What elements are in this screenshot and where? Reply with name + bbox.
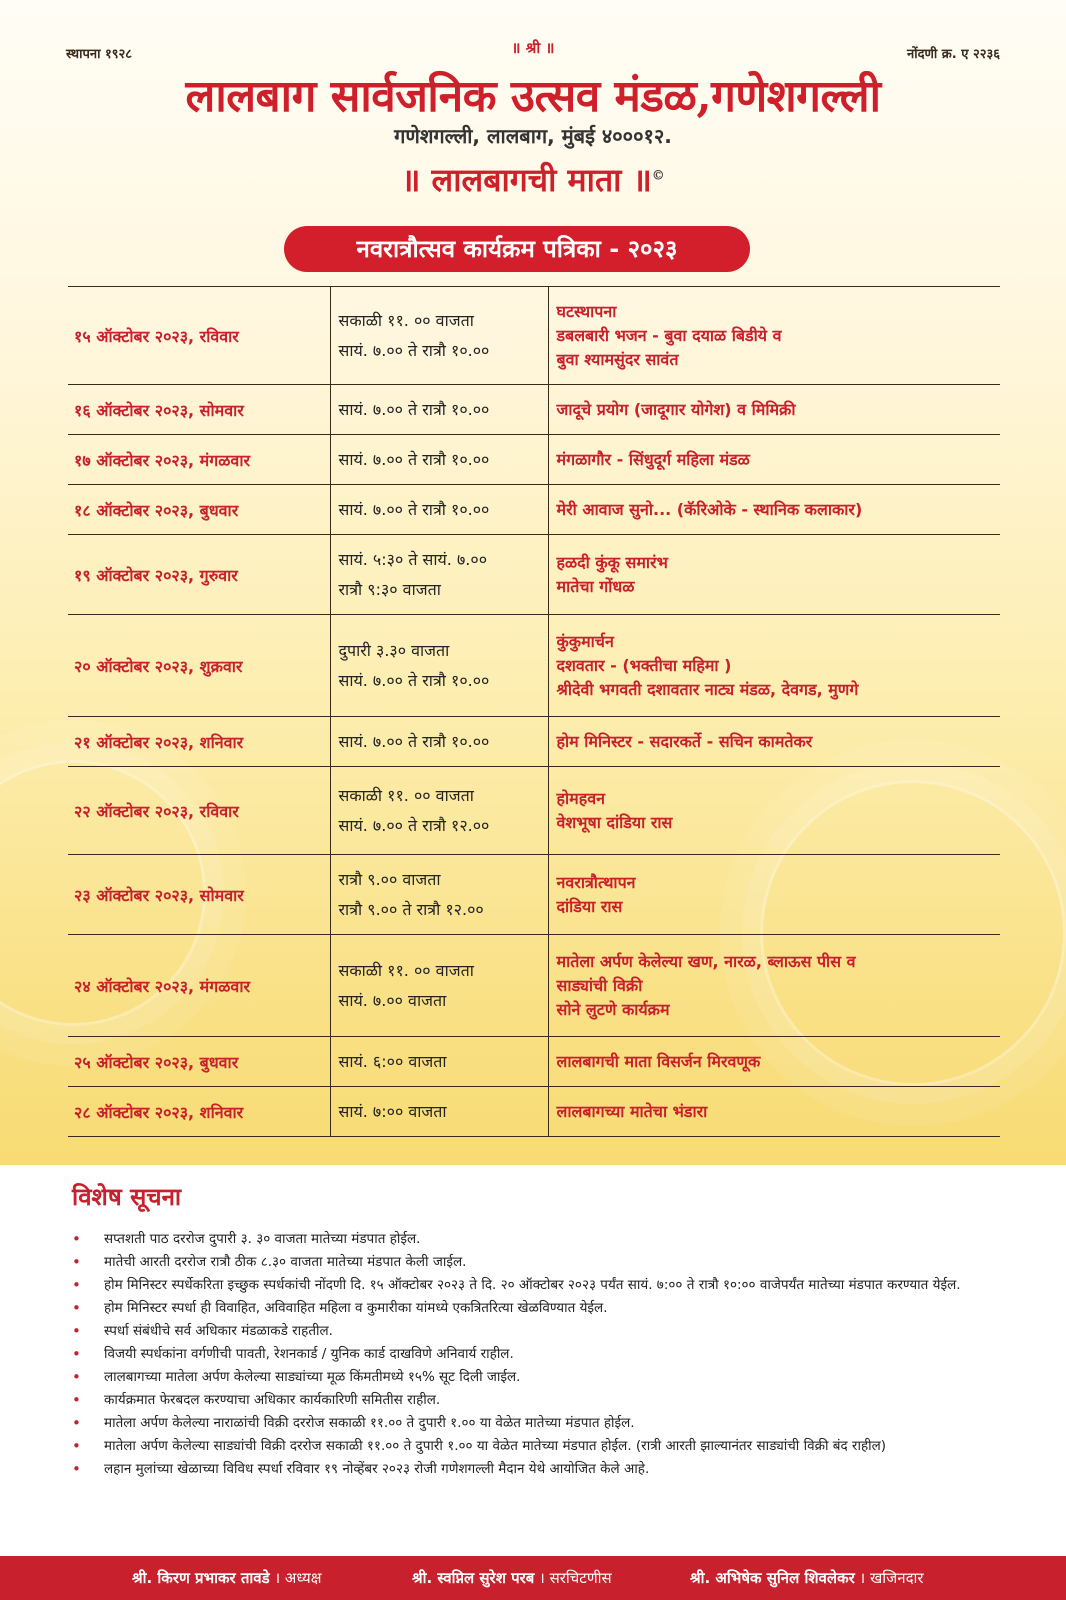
bullet-icon: • bbox=[72, 1345, 81, 1363]
schedule-time: रात्रौ ९.०० वाजता bbox=[338, 869, 441, 889]
schedule-time: सायं. ७.०० ते रात्रौ १०.०० bbox=[338, 340, 490, 360]
schedule-event: मेरी आवाज सुनो... (कॅरिओके - स्थानिक कलाकार) bbox=[556, 499, 863, 519]
office-bearer bbox=[412, 1556, 612, 1600]
schedule-times bbox=[330, 767, 548, 855]
office-bearer bbox=[132, 1556, 321, 1600]
schedule-event: श्रीदेवी भगवती दशावतार नाट्य मंडळ, देवगड, मुणगे bbox=[556, 679, 859, 699]
schedule-date: २४ ऑक्टोबर २०२३, मंगळवार bbox=[68, 935, 330, 1037]
note-text: विजयी स्पर्धकांना वर्गणीची पावती, रेशनकार्ड / युनिक कार्ड दाखविणे अनिवार्य राहील. bbox=[104, 1346, 514, 1362]
schedule-event: होमहवन bbox=[556, 788, 605, 808]
schedule-event: दांडिया रास bbox=[556, 896, 623, 916]
registration-number: नोंदणी क्र. ए २२३६ bbox=[907, 47, 1000, 62]
note-text: मातेला अर्पण केलेल्या नाराळांची विक्री दररोज सकाळी ११.०० ते दुपारी १.०० या वेळेत मातेच्या मंडपात होईल. bbox=[104, 1415, 635, 1431]
schedule-events bbox=[548, 485, 1000, 535]
schedule-time: रात्रौ ९.०० ते रात्रौ १२.०० bbox=[338, 899, 484, 919]
office-bearer-role: । खजिनदार bbox=[859, 1569, 924, 1587]
note-item bbox=[72, 1276, 992, 1295]
schedule-event: मातेचा गोंधळ bbox=[556, 576, 635, 596]
schedule-events bbox=[548, 287, 1000, 385]
note-item bbox=[72, 1299, 992, 1318]
note-text: मातेची आरती दररोज रात्रौ ठीक ८.३० वाजता मातेच्या मंडपात केली जाईल. bbox=[104, 1254, 467, 1270]
schedule-time: सायं. ७:०० वाजता bbox=[338, 1101, 447, 1121]
note-item bbox=[72, 1230, 992, 1249]
schedule-time: सकाळी ११. ०० वाजता bbox=[338, 310, 474, 330]
note-text: सप्तशती पाठ दररोज दुपारी ३. ३० वाजता मातेच्या मंडपात होईल. bbox=[104, 1231, 421, 1247]
schedule-event: घटस्थापना bbox=[556, 301, 617, 321]
note-text: होम मिनिस्टर स्पर्धेकरिता इच्छुक स्पर्धकांची नोंदणी दि. १५ ऑक्टोबर २०२३ ते दि. २० ऑक्टोबर २०२३ पर्यंत सायं. ७:०० ते रात्रौ १०:०० वाजेपर्यंत मातेच्या मंडपात करण्यात येईल. bbox=[104, 1277, 961, 1293]
schedule-event: मातेला अर्पण केलेल्या खण, नारळ, ब्लाऊस पीस व bbox=[556, 951, 856, 971]
note-item bbox=[72, 1414, 992, 1433]
schedule-times bbox=[330, 485, 548, 535]
note-item bbox=[72, 1322, 992, 1341]
schedule-row bbox=[68, 1037, 1000, 1087]
established-year: स्थापना १९२८ bbox=[66, 47, 133, 62]
bullet-icon: • bbox=[72, 1230, 81, 1248]
schedule-row bbox=[68, 717, 1000, 767]
schedule-time: सायं. ६:०० वाजता bbox=[338, 1051, 447, 1071]
schedule-times bbox=[330, 1087, 548, 1137]
bullet-icon: • bbox=[72, 1460, 81, 1478]
schedule-times bbox=[330, 435, 548, 485]
schedule-events bbox=[548, 435, 1000, 485]
schedule-time: सकाळी ११. ०० वाजता bbox=[338, 960, 474, 980]
schedule-events bbox=[548, 855, 1000, 935]
schedule-time: सकाळी ११. ०० वाजता bbox=[338, 785, 474, 805]
schedule-time: सायं. ७.०० ते रात्रौ १०.०० bbox=[338, 499, 490, 519]
deity-title bbox=[0, 158, 1066, 201]
schedule-event: बुवा श्यामसुंदर सावंत bbox=[556, 349, 679, 369]
schedule-table bbox=[68, 286, 1000, 1137]
schedule-times bbox=[330, 535, 548, 615]
schedule-times bbox=[330, 287, 548, 385]
schedule-time: रात्रौ ९:३० वाजता bbox=[338, 579, 441, 599]
schedule-events bbox=[548, 767, 1000, 855]
schedule-event: लालबागची माता विसर्जन मिरवणूक bbox=[556, 1051, 761, 1071]
schedule-time: सायं. ७.०० ते रात्रौ १०.०० bbox=[338, 449, 490, 469]
schedule-row bbox=[68, 385, 1000, 435]
note-text: स्पर्धा संबंधीचे सर्व अधिकार मंडळाकडे राहतील. bbox=[104, 1323, 333, 1339]
notes-list bbox=[72, 1230, 992, 1483]
note-item bbox=[72, 1345, 992, 1364]
schedule-event: दशवतार - (भक्तीचा महिमा ) bbox=[556, 655, 732, 675]
schedule-time: सायं. ७.०० ते रात्रौ १०.०० bbox=[338, 670, 490, 690]
schedule-row bbox=[68, 767, 1000, 855]
schedule-events bbox=[548, 935, 1000, 1037]
note-text: मातेला अर्पण केलेल्या साड्यांची विक्री दररोज सकाळी ११.०० ते दुपारी १.०० या वेळेत मातेच्या मंडपात होईल. (रात्री आरती झाल्यानंतर साड्यांची विक्री बंद राहील) bbox=[104, 1438, 887, 1454]
office-bearer-name: श्री. किरण प्रभाकर तावडे bbox=[132, 1569, 270, 1587]
schedule-times bbox=[330, 615, 548, 717]
bullet-icon: • bbox=[72, 1414, 81, 1432]
schedule-row bbox=[68, 435, 1000, 485]
bullet-icon: • bbox=[72, 1299, 81, 1317]
note-item bbox=[72, 1391, 992, 1410]
office-bearer-name: श्री. अभिषेक सुनिल शिवलेकर bbox=[690, 1569, 855, 1587]
schedule-events bbox=[548, 1087, 1000, 1137]
note-item bbox=[72, 1437, 992, 1456]
schedule-events bbox=[548, 385, 1000, 435]
schedule-event: होम मिनिस्टर - सदारकर्ते - सचिन कामतेकर bbox=[556, 731, 813, 751]
schedule-event: मंगळागौर - सिंधुदूर्ग महिला मंडळ bbox=[556, 449, 750, 469]
notes-title: विशेष सूचना bbox=[72, 1183, 182, 1211]
note-text: कार्यक्रमात फेरबदल करण्याचा अधिकार कार्यकारिणी समितीस राहील. bbox=[104, 1392, 441, 1408]
schedule-event: साड्यांची विक्री bbox=[556, 975, 643, 995]
schedule-row bbox=[68, 485, 1000, 535]
schedule-row bbox=[68, 855, 1000, 935]
note-item bbox=[72, 1368, 992, 1387]
bullet-icon: • bbox=[72, 1253, 81, 1271]
schedule-date: २५ ऑक्टोबर २०२३, बुधवार bbox=[68, 1037, 330, 1087]
bullet-icon: • bbox=[72, 1437, 81, 1455]
schedule-events bbox=[548, 615, 1000, 717]
bullet-icon: • bbox=[72, 1276, 81, 1294]
schedule-row bbox=[68, 1087, 1000, 1137]
schedule-date: १९ ऑक्टोबर २०२३, गुरुवार bbox=[68, 535, 330, 615]
bullet-icon: • bbox=[72, 1368, 81, 1386]
deity-name: ॥ लालबागची माता ॥ bbox=[401, 161, 652, 199]
schedule-times bbox=[330, 385, 548, 435]
shri-invocation: ॥ श्री ॥ bbox=[511, 39, 555, 57]
schedule-event: लालबागच्या मातेचा भंडारा bbox=[556, 1101, 708, 1121]
note-text: लहान मुलांच्या खेळाच्या विविध स्पर्धा रविवार १९ नोव्हेंबर २०२३ रोजी गणेशगल्ली मैदान येथे आयोजित केले आहे. bbox=[104, 1461, 650, 1477]
schedule-date: २० ऑक्टोबर २०२३, शुक्रवार bbox=[68, 615, 330, 717]
schedule-events bbox=[548, 717, 1000, 767]
bullet-icon: • bbox=[72, 1322, 81, 1340]
schedule-time: सायं. ७.०० वाजता bbox=[338, 990, 447, 1010]
schedule-event: जादूचे प्रयोग (जादूगार योगेश) व मिमिक्री bbox=[556, 399, 796, 419]
note-item bbox=[72, 1253, 992, 1272]
schedule-event: डबलबारी भजन - बुवा दयाळ बिडीये व bbox=[556, 325, 782, 345]
schedule-event: कुंकुमार्चन bbox=[556, 631, 614, 651]
schedule-time: सायं. ५:३० ते सायं. ७.०० bbox=[338, 549, 488, 569]
office-bearer-role: । अध्यक्ष bbox=[274, 1569, 322, 1587]
schedule-date: २२ ऑक्टोबर २०२३, रविवार bbox=[68, 767, 330, 855]
office-bearer bbox=[690, 1556, 924, 1600]
schedule-date: २८ ऑक्टोबर २०२३, शनिवार bbox=[68, 1087, 330, 1137]
schedule-row bbox=[68, 935, 1000, 1037]
schedule-time: दुपारी ३.३० वाजता bbox=[338, 640, 450, 660]
program-title-banner: नवरात्रौत्सव कार्यक्रम पत्रिका - २०२३ bbox=[284, 226, 750, 272]
schedule-date: २१ ऑक्टोबर २०२३, शनिवार bbox=[68, 717, 330, 767]
schedule-date: १७ ऑक्टोबर २०२३, मंगळवार bbox=[68, 435, 330, 485]
schedule-row bbox=[68, 287, 1000, 385]
schedule-times bbox=[330, 855, 548, 935]
schedule-times bbox=[330, 717, 548, 767]
schedule-time: सायं. ७.०० ते रात्रौ १२.०० bbox=[338, 815, 490, 835]
schedule-time: सायं. ७.०० ते रात्रौ १०.०० bbox=[338, 731, 490, 751]
schedule-date: १६ ऑक्टोबर २०२३, सोमवार bbox=[68, 385, 330, 435]
organization-address: गणेशगल्ली, लालबाग, मुंबई ४०००१२. bbox=[394, 124, 672, 148]
bullet-icon: • bbox=[72, 1391, 81, 1409]
schedule-event: सोने लुटणे कार्यक्रम bbox=[556, 999, 670, 1019]
schedule-row bbox=[68, 615, 1000, 717]
schedule-events bbox=[548, 535, 1000, 615]
note-text: होम मिनिस्टर स्पर्धा ही विवाहित, अविवाहित महिला व कुमारीका यांमध्ये एकत्रितरित्या खेळविण्यात येईल. bbox=[104, 1300, 608, 1316]
organization-title: लालबाग सार्वजनिक उत्सव मंडळ,गणेशगल्ली bbox=[185, 71, 881, 122]
office-bearer-name: श्री. स्वप्निल सुरेश परब bbox=[412, 1569, 535, 1587]
schedule-date: १८ ऑक्टोबर २०२३, बुधवार bbox=[68, 485, 330, 535]
footer-office-bearers bbox=[0, 1556, 1066, 1600]
schedule-times bbox=[330, 935, 548, 1037]
schedule-event: वेशभूषा दांडिया रास bbox=[556, 812, 673, 832]
office-bearer-role: । सरचिटणीस bbox=[539, 1569, 612, 1587]
schedule-events bbox=[548, 1037, 1000, 1087]
note-item bbox=[72, 1460, 992, 1479]
copyright-mark: © bbox=[651, 168, 665, 184]
note-text: लालबागच्या मातेला अर्पण केलेल्या साड्यांच्या मूळ किंमतीमध्ये १५% सूट दिली जाईल. bbox=[104, 1369, 521, 1385]
schedule-event: हळदी कुंकू समारंभ bbox=[556, 552, 668, 572]
schedule-time: सायं. ७.०० ते रात्रौ १०.०० bbox=[338, 399, 490, 419]
schedule-event: नवरात्रौत्थापन bbox=[556, 872, 636, 892]
schedule-date: १५ ऑक्टोबर २०२३, रविवार bbox=[68, 287, 330, 385]
schedule-row bbox=[68, 535, 1000, 615]
schedule-date: २३ ऑक्टोबर २०२३, सोमवार bbox=[68, 855, 330, 935]
schedule-times bbox=[330, 1037, 548, 1087]
